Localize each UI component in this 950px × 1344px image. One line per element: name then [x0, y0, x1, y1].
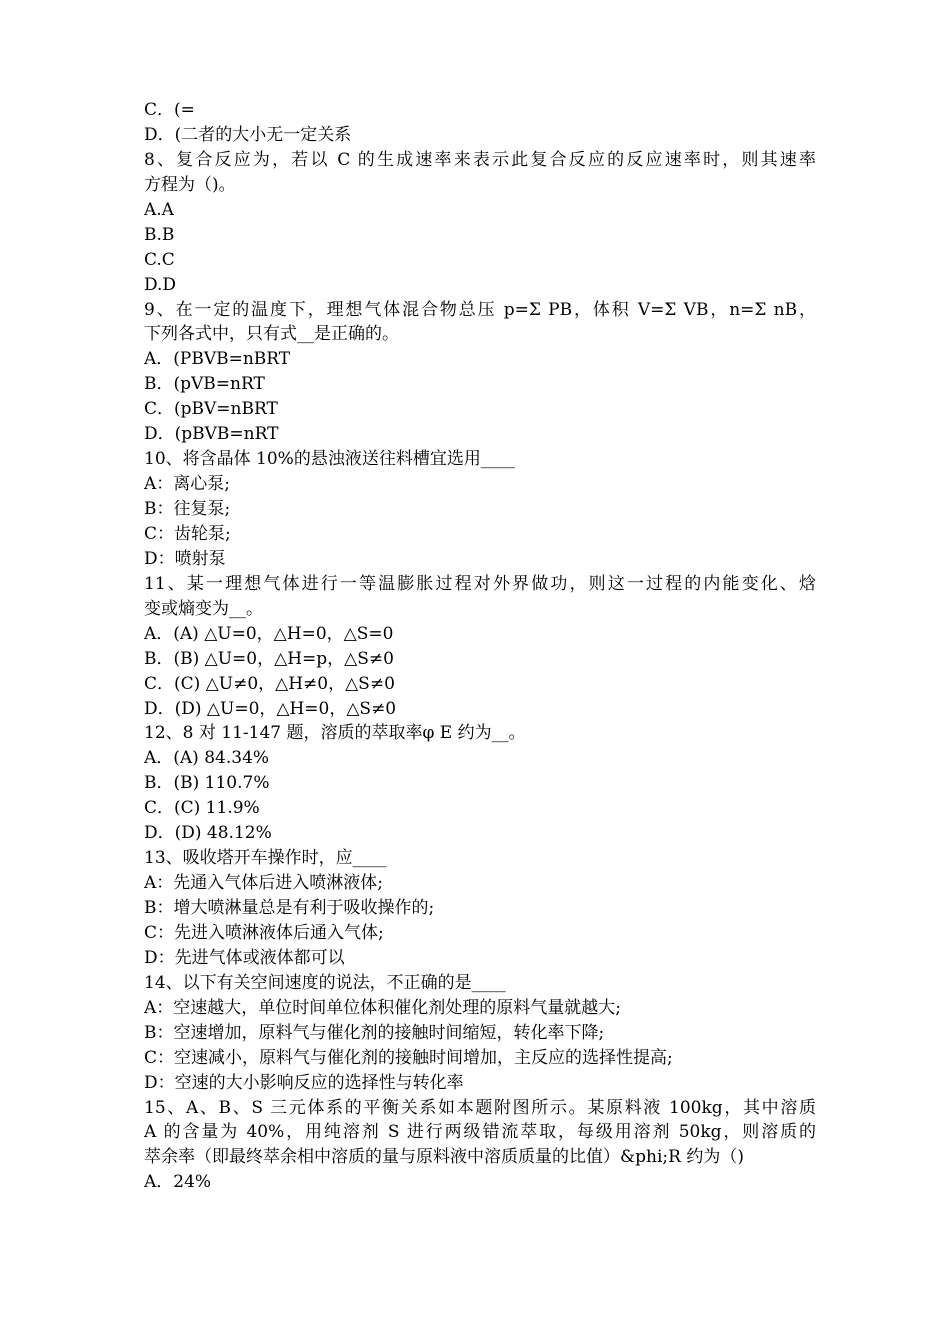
option-line: D：空速的大小影响反应的选择性与转化率	[144, 1072, 464, 1093]
option-line: A：先通入气体后进入喷淋液体;	[144, 873, 384, 894]
question-text: 下列各式中，只有式__是正确的。	[144, 324, 399, 345]
option-line: A：离心泵;	[144, 474, 231, 495]
option-line: B．(B) △U=0，△H=p，△S≠0	[144, 648, 394, 669]
option-line: C．(pBV=nBRT	[144, 399, 278, 420]
option-line: B：空速增加，原料气与催化剂的接触时间缩短，转化率下降;	[144, 1022, 605, 1043]
option-line: C.C	[144, 249, 175, 270]
question-text: A 的含量为 40%，用纯溶剂 S 进行两级错流萃取，每级用溶剂 50kg，则溶质的	[144, 1122, 816, 1143]
option-line: C：空速减小，原料气与催化剂的接触时间增加，主反应的选择性提高;	[144, 1047, 673, 1068]
option-line: D．(D) △U=0，△H=0，△S≠0	[144, 698, 397, 719]
option-line: C：先进入喷淋液体后通入气体;	[144, 922, 384, 943]
option-line: D．(pBVB=nRT	[144, 424, 279, 445]
option-line: A．24%	[144, 1172, 212, 1193]
option-line: B．(B) 110.7%	[144, 773, 270, 794]
option-line: A．(PBVB=nBRT	[144, 349, 291, 370]
option-line: C：齿轮泵;	[144, 523, 231, 544]
question-text: 13、吸收塔开车操作时，应____	[144, 848, 387, 869]
option-line: B.B	[144, 224, 175, 245]
option-line: A：空速越大，单位时间单位体积催化剂处理的原料气量就越大;	[144, 997, 622, 1018]
option-line: C．(C) △U≠0，△H≠0，△S≠0	[144, 673, 395, 694]
option-line: B：往复泵;	[144, 499, 231, 519]
option-line: D．(二者的大小无一定关系	[144, 124, 352, 145]
option-line: D：喷射泵	[144, 548, 226, 569]
option-line: B．(pVB=nRT	[144, 374, 265, 395]
question-text: 萃余率（即最终萃余相中溶质的量与原料液中溶质质量的比值）&phi;R 约为（)	[144, 1147, 744, 1168]
question-text: 变或熵变为__。	[144, 598, 263, 619]
question-text: 11、某一理想气体进行一等温膨胀过程对外界做功，则这一过程的内能变化、焓	[144, 573, 816, 594]
question-text: 10、将含晶体 10%的悬浊液送往料槽宜选用____	[144, 449, 515, 470]
option-line: D．(D) 48.12%	[144, 823, 272, 844]
option-line: D.D	[144, 274, 177, 295]
question-text: 9、在一定的温度下，理想气体混合物总压 p=Σ PB，体积 V=Σ VB，n=Σ nB，	[144, 299, 816, 320]
question-text: 8、复合反应为，若以 C 的生成速率来表示此复合反应的反应速率时，则其速率	[144, 149, 816, 170]
document-page	[144, 98, 816, 1195]
option-line: C．(=	[144, 100, 195, 120]
option-line: A．(A) △U=0，△H=0，△S=0	[144, 623, 394, 644]
option-line: D：先进气体或液体都可以	[144, 947, 345, 968]
option-line: A.A	[144, 199, 174, 220]
option-line: B：增大喷淋量总是有利于吸收操作的;	[144, 898, 435, 918]
question-text: 方程为（)。	[144, 174, 236, 195]
option-line: A．(A) 84.34%	[144, 748, 270, 769]
question-text: 14、以下有关空间速度的说法，不正确的是____	[144, 972, 506, 993]
question-text: 15、A、B、S 三元体系的平衡关系如本题附图所示。某原料液 100kg，其中溶质	[144, 1097, 816, 1118]
question-text: 12、8 对 11-147 题，溶质的萃取率φ E 约为__。	[144, 723, 526, 744]
option-line: C．(C) 11.9%	[144, 798, 260, 819]
